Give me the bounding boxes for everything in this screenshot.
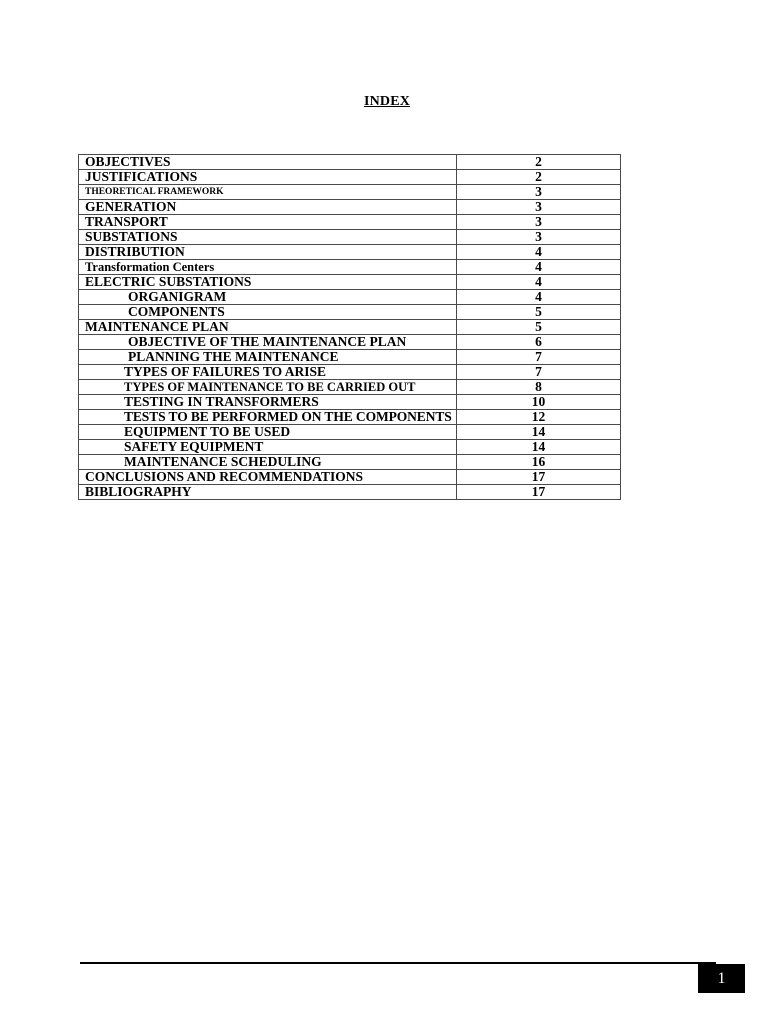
entry-label: DISTRIBUTION — [79, 245, 457, 260]
entry-page: 17 — [457, 470, 621, 485]
table-row — [79, 215, 621, 230]
entry-label: MAINTENANCE PLAN — [79, 320, 457, 335]
entry-page: 4 — [457, 260, 621, 275]
entry-label: COMPONENTS — [79, 305, 457, 320]
entry-page: 3 — [457, 215, 621, 230]
footer-rule — [80, 962, 716, 964]
table-row — [79, 305, 621, 320]
entry-label: THEORETICAL FRAMEWORK — [79, 185, 457, 200]
entry-page: 8 — [457, 380, 621, 395]
entry-label: OBJECTIVES — [79, 155, 457, 170]
entry-page: 3 — [457, 185, 621, 200]
table-row — [79, 440, 621, 455]
entry-label: CONCLUSIONS AND RECOMMENDATIONS — [79, 470, 457, 485]
table-row — [79, 185, 621, 200]
table-row — [79, 410, 621, 425]
table-row — [79, 290, 621, 305]
table-row — [79, 170, 621, 185]
table-row — [79, 485, 621, 500]
table-row — [79, 230, 621, 245]
index-table — [78, 154, 621, 500]
entry-page: 14 — [457, 440, 621, 455]
table-row — [79, 320, 621, 335]
entry-page: 17 — [457, 485, 621, 500]
entry-label: TESTING IN TRANSFORMERS — [79, 395, 457, 410]
entry-page: 12 — [457, 410, 621, 425]
entry-page: 7 — [457, 365, 621, 380]
table-row — [79, 425, 621, 440]
entry-page: 4 — [457, 275, 621, 290]
table-row — [79, 470, 621, 485]
table-row — [79, 455, 621, 470]
entry-page: 7 — [457, 350, 621, 365]
entry-page: 5 — [457, 305, 621, 320]
entry-page: 16 — [457, 455, 621, 470]
entry-label: TRANSPORT — [79, 215, 457, 230]
entry-label: GENERATION — [79, 200, 457, 215]
entry-page: 3 — [457, 200, 621, 215]
entry-page: 4 — [457, 245, 621, 260]
entry-label: ORGANIGRAM — [79, 290, 457, 305]
entry-label: Transformation Centers — [79, 260, 457, 275]
entry-label: TYPES OF FAILURES TO ARISE — [79, 365, 457, 380]
table-row — [79, 275, 621, 290]
page-number: 1 — [698, 964, 745, 993]
table-row — [79, 335, 621, 350]
entry-label: SUBSTATIONS — [79, 230, 457, 245]
entry-page: 3 — [457, 230, 621, 245]
page-title: INDEX — [363, 94, 411, 109]
entry-label: OBJECTIVE OF THE MAINTENANCE PLAN — [79, 335, 457, 350]
entry-page: 14 — [457, 425, 621, 440]
entry-page: 10 — [457, 395, 621, 410]
entry-label: JUSTIFICATIONS — [79, 170, 457, 185]
table-row — [79, 380, 621, 395]
entry-page: 4 — [457, 290, 621, 305]
table-row — [79, 155, 621, 170]
entry-label: SAFETY EQUIPMENT — [79, 440, 457, 455]
entry-label: MAINTENANCE SCHEDULING — [79, 455, 457, 470]
entry-label: PLANNING THE MAINTENANCE — [79, 350, 457, 365]
entry-page: 2 — [457, 170, 621, 185]
entry-label: EQUIPMENT TO BE USED — [79, 425, 457, 440]
entry-label: ELECTRIC SUBSTATIONS — [79, 275, 457, 290]
entry-page: 5 — [457, 320, 621, 335]
table-row — [79, 245, 621, 260]
table-row — [79, 200, 621, 215]
table-row — [79, 260, 621, 275]
table-row — [79, 395, 621, 410]
entry-label: BIBLIOGRAPHY — [79, 485, 457, 500]
table-row — [79, 350, 621, 365]
entry-page: 6 — [457, 335, 621, 350]
entry-label: TYPES OF MAINTENANCE TO BE CARRIED OUT — [79, 380, 457, 395]
entry-label: TESTS TO BE PERFORMED ON THE COMPONENTS — [79, 410, 457, 425]
table-row — [79, 365, 621, 380]
entry-page: 2 — [457, 155, 621, 170]
